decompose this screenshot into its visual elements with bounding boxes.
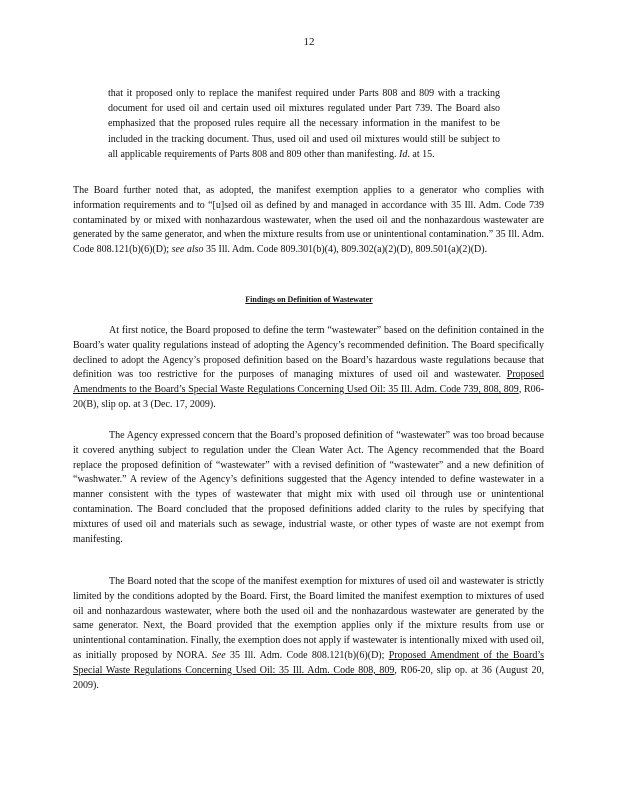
case-citation: Proposed Amendment of the Board’s Special Waste Regulations Concerning Used Oil: 35 Ill. Adm. Code 808, 809: [73, 649, 544, 676]
page-number: 12: [303, 36, 315, 48]
paragraph-text: The Board noted that the scope of the manifest exemption for mixtures of used oil and wastewater is strictly limited by the conditions adopted by the Board. First, the Board limited the manifest exemption to mixtures of used oil and nonhazardous wastewater, where both the used oil and the nonhazardous wastewater are generated by the same generator. Next, the Board provided that the exemption applies only if the mixture results from use or unintentional contamination. Finally, the exemption does not apply if wastewater is intentionally mixed with used oil, as initially proposed by NORA.: [73, 576, 544, 661]
see-also-signal: see also: [171, 244, 204, 256]
paragraph-manifest-exemption: [73, 184, 544, 258]
paragraph-tail: 35 Ill. Adm. Code 809.301(b)(4), 809.302(a)(2)(D), 809.501(a)(2)(D).: [203, 244, 488, 256]
block-quote: [108, 86, 500, 162]
paragraph-agency-concern: [73, 429, 544, 547]
paragraph-tail: , R06-20, slip op. at 36 (August 20, 2009).: [73, 664, 545, 691]
paragraph-first-notice: [73, 324, 544, 413]
section-heading: Findings on Definition of Wastewater: [245, 295, 373, 304]
quote-citation-tail: . at 15.: [407, 148, 435, 160]
see-signal: See: [211, 649, 226, 661]
paragraph-text: At first notice, the Board proposed to define the term “wastewater” based on the definition contained in the Board’s water quality regulations instead of adopting the Agency’s recommended definition. The Board specifically declined to adopt the Agency’s proposed definition based on the Board’s hazardous waste regulations because that definition was too restrictive for the purposes of managing mixtures of used oil and wastewater.: [73, 325, 544, 381]
case-citation: Proposed Amendments to the Board’s Special Waste Regulations Concerning Used Oil: 35 Ill. Adm. Code 739, 808, 809: [73, 369, 544, 396]
paragraph-text: The Agency expressed concern that the Board’s proposed definition of “wastewater” was too broad because it covered anything subject to regulation under the Clean Water Act. The Agency recommended that the Board replace the proposed definition of “wastewater” with a revised definition of “wastewater” and a new definition of “washwater.” A review of the Agency’s definitions suggested that the Agency intended to define wastewater in a manner consistent with the types of wastewater that might mix with used oil through use or unintentional contamination. The Board concluded that the proposed definitions added clarity to the rules by specifying that mixtures of used oil and materials such as sewage, industrial waste, or other types of waste are not exempt from manifesting.: [73, 430, 544, 545]
quote-text: that it proposed only to replace the manifest required under Parts 808 and 809 with a tracking document for used oil and certain used oil mixtures regulated under Part 739. The Board also emphasized that the proposed rules require all the necessary information in the manifest to be included in the tracking document. Thus, used oil and used oil mixtures would still be subject to all applicable requirements of Parts 808 and 809 other than manifesting.: [108, 88, 500, 160]
quote-citation-id: Id: [399, 148, 408, 160]
paragraph-mid: 35 Ill. Adm. Code 808.121(b)(6)(D);: [225, 649, 389, 661]
paragraph-tail: , R06-20(B), slip op. at 3 (Dec. 17, 2009).: [73, 384, 544, 410]
paragraph-text: The Board further noted that, as adopted, the manifest exemption applies to a generator who complies with information requirements and to “[u]sed oil as defined by and managed in accordance with 35 Ill. Adm. Code 739 contaminated by or mixed with nonhazardous wastewater, when the used oil and the nonhazardous wastewater are generated by the same generator, and when the mixture results from use or unintentional contamination.” 35 Ill. Adm. Code 808.121(b)(6)(D);: [73, 185, 544, 256]
paragraph-scope: [73, 575, 544, 693]
